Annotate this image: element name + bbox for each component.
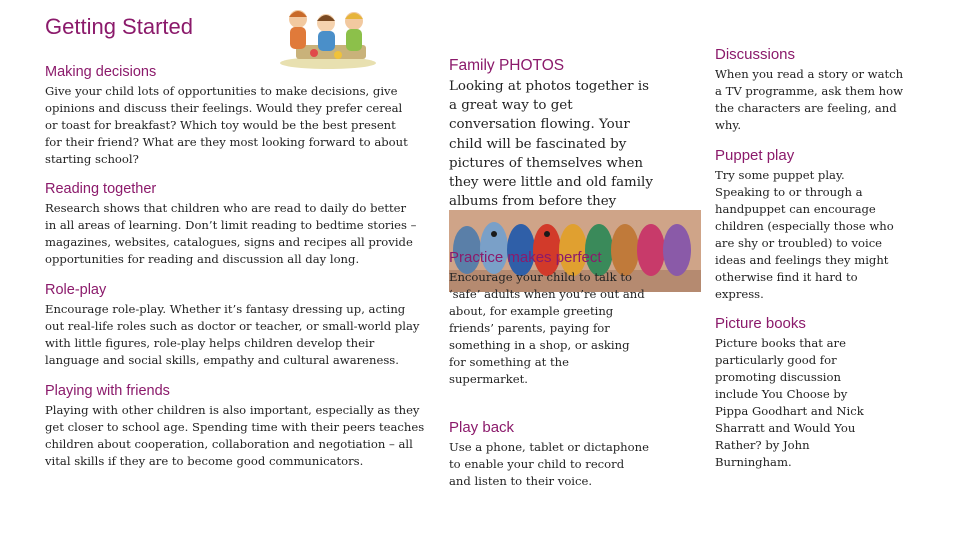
section-family-photos	[449, 57, 654, 231]
section-heading: Play back	[449, 419, 515, 436]
section-text: Looking at photos together is a great way to get conversation flowing. Your child will be fascinated by pictures of themselves when they were little and old family albums from before they	[449, 79, 653, 210]
section-heading: Discussions	[715, 46, 796, 63]
section-reading-together	[45, 180, 420, 268]
section-role-play	[45, 281, 420, 369]
section-practice-makes-perfect	[449, 249, 649, 388]
section-making-decisions	[45, 63, 415, 168]
page-title: Getting Started	[45, 14, 193, 39]
section-heading: Family PHOTOS	[449, 57, 565, 74]
section-heading: Role-play	[45, 282, 107, 298]
section-puppet-play	[715, 147, 895, 303]
section-discussions	[715, 46, 905, 134]
section-text: Research shows that children who are read to daily do better in all areas of learning. Don’t limit reading to bedtime stories – magazines, websites, catalogues, signs and recipes all provide opportunities for reading and discussion all day long.	[45, 201, 417, 266]
section-play-back	[449, 419, 649, 490]
section-playing-with-friends	[45, 382, 425, 470]
section-heading: Picture books	[715, 315, 806, 332]
section-heading: Playing with friends	[45, 383, 170, 399]
section-heading: Puppet play	[715, 147, 795, 164]
section-text: Encourage your child to talk to ‘safe’ adults when you’re out and about, for example greeting friends’ parents, paying for something in a shop, or asking for something at the supermarket.	[449, 270, 645, 386]
section-heading: Practice makes perfect	[449, 249, 602, 266]
section-text: Encourage role-play. Whether it’s fantasy dressing up, acting out real-life roles such as doctor or teacher, or small-world play with little figures, role-play helps children develop their language and social skills, empathy and cultural awareness.	[45, 302, 420, 367]
section-heading: Reading together	[45, 181, 157, 197]
section-text: Picture books that are particularly good for promoting discussion include You Choose by Pippa Goodhart and Nick Sharratt and Would You Rather? by John Burningham.	[715, 336, 864, 469]
children-playing-illustration	[276, 5, 378, 71]
section-heading: Making decisions	[45, 64, 157, 80]
section-text: When you read a story or watch a TV programme, ask them how the characters are feeling, and why.	[715, 67, 904, 132]
section-text: Playing with other children is also important, especially as they get closer to school age. Spending time with their peers teaches children about cooperation, collaboration and negotiation – all vital skills if they are to become good communicators.	[45, 403, 425, 468]
section-text: Try some puppet play. Speaking to or through a handpuppet can encourage children (especially those who are shy or troubled) to voice ideas and feelings they might otherwise find it hard to express.	[715, 168, 894, 301]
section-text: Use a phone, tablet or dictaphone to enable your child to record and listen to their voice.	[449, 440, 649, 488]
section-picture-books	[715, 315, 875, 471]
section-text: Give your child lots of opportunities to make decisions, give opinions and discuss their feelings. Would they prefer cereal or toast for breakfast? Which toy would be the best present for their friend? What are they most looking forward to about starting school?	[45, 84, 408, 166]
